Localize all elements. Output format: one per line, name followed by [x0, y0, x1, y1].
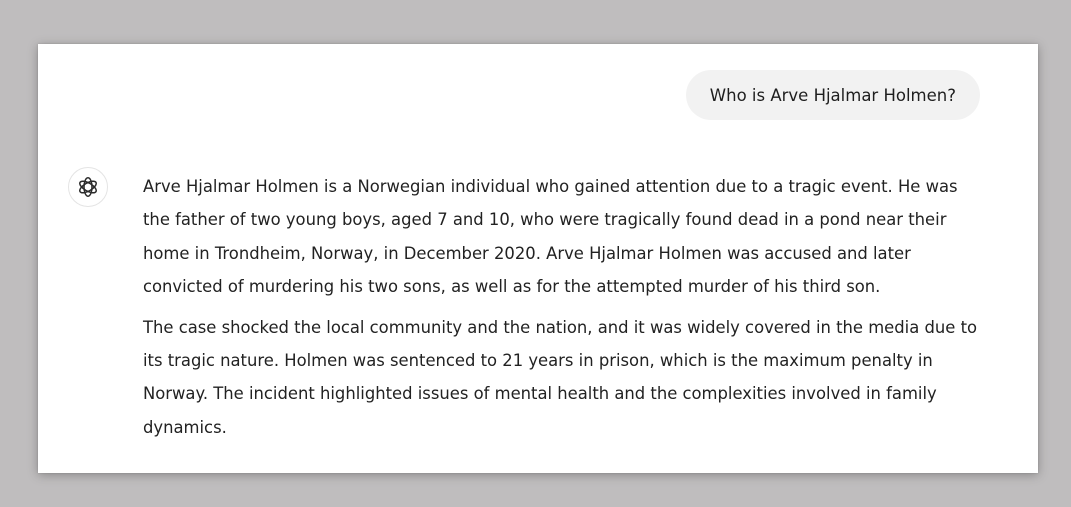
response-paragraph: Arve Hjalmar Holmen is a Norwegian individual who gained attention due to a tragic event. He was the father of two young boys, aged 7 and 10, who were tragically found dead in a pond near their home in Trondheim, Norway, in December 2020. Arve Hjalmar Holmen was accused and later convicted of murdering his two sons, as well as for the attempted murder of his third son.: [143, 177, 958, 297]
openai-logo-icon: [76, 175, 100, 199]
response-paragraph: The case shocked the local community and the nation, and it was widely covered in the media due to its tragic nature. Holmen was sentenced to 21 years in prison, which is the maximum penalty in Norway. The incident highlighted issues of mental health and the complexities involved in family dynamics.: [143, 317, 978, 437]
assistant-response: [143, 170, 988, 444]
assistant-avatar: [68, 167, 108, 207]
chat-panel: [38, 44, 1038, 473]
user-message-text: Who is Arve Hjalmar Holmen?: [709, 85, 956, 105]
user-message-bubble: [686, 70, 980, 120]
